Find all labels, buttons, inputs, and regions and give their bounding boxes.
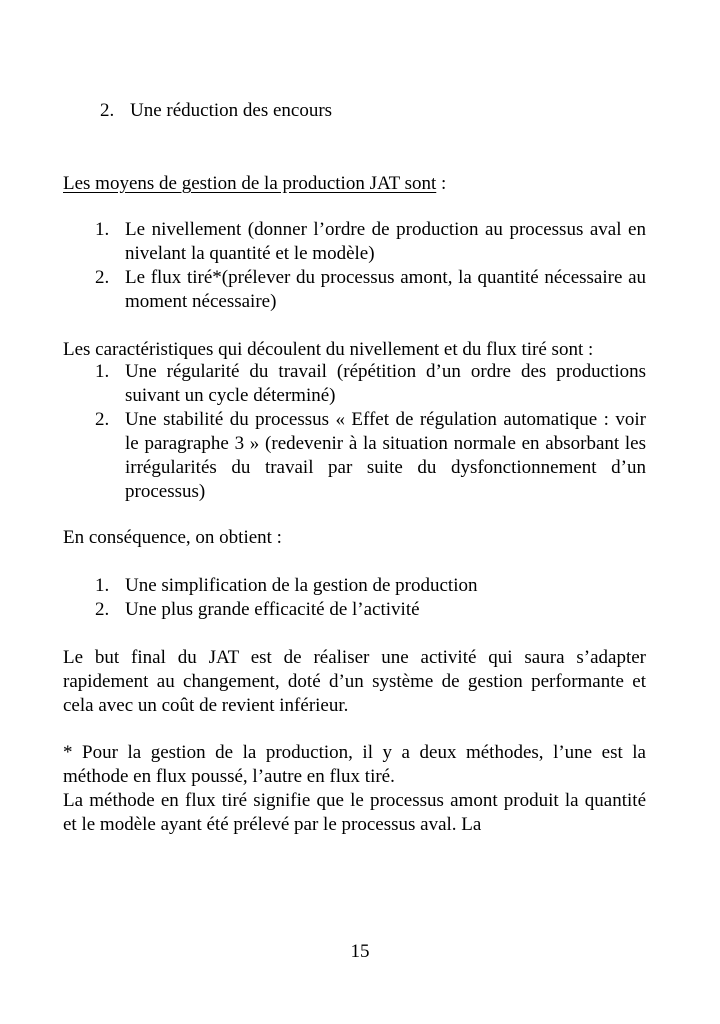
heading-suffix: : (436, 173, 447, 194)
paragraph-caracteristiques: Les caractéristiques qui découlent du nivellement et du flux tiré sont : (63, 339, 594, 360)
list-text: Une réduction des encours (130, 100, 333, 121)
list-item-regularite (95, 360, 646, 408)
list-number: 1. (95, 219, 110, 240)
list-text: Une stabilité du processus « Effet de régulation automatique : voir le paragraphe 3 » (redevenir à la situation normale en absorbant les irrégularités du travail par suite du dysfonctionnement d’un processus) (125, 409, 646, 502)
list-item-reduction-encours (100, 99, 651, 123)
list-text: Le flux tiré*(prélever du processus amont, la quantité nécessaire au moment nécessaire) (125, 267, 646, 312)
paragraph-flux-tire: La méthode en flux tiré signifie que le processus amont produit la quantité et le modèle ayant été prélevé par le processus aval. La (63, 790, 646, 835)
list-number: 2. (95, 599, 110, 620)
footnote-methodes: * Pour la gestion de la production, il y a deux méthodes, l’une est la méthode en flux poussé, l’autre en flux tiré. (63, 742, 646, 787)
list-number: 1. (95, 575, 110, 596)
list-text: Une simplification de la gestion de production (125, 575, 478, 596)
list-number: 2. (95, 267, 110, 288)
page-number: 15 (350, 941, 370, 962)
list-text: Une régularité du travail (répétition d’un ordre des productions suivant un cycle déterminé) (125, 361, 646, 406)
list-number: 2. (95, 409, 110, 430)
list-number: 1. (95, 361, 110, 382)
list-item-nivellement (95, 218, 646, 266)
list-item-stabilite (95, 408, 646, 504)
list-number: 2. (100, 100, 115, 121)
underlined-heading: Les moyens de gestion de la production JAT sont (63, 173, 437, 194)
section-heading-moyens (63, 172, 646, 196)
paragraph-but-final: Le but final du JAT est de réaliser une activité qui saura s’adapter rapidement au changement, doté d’un système de gestion performante et cela avec un coût de revient inférieur. (63, 647, 646, 716)
list-item-simplification (95, 574, 646, 598)
paragraph-consequence: En conséquence, on obtient : (63, 527, 282, 548)
list-text: Une plus grande efficacité de l’activité (125, 599, 420, 620)
list-text: Le nivellement (donner l’ordre de production au processus aval en nivelant la quantité et le modèle) (125, 219, 646, 264)
list-item-efficacite (95, 598, 646, 622)
list-item-flux-tire (95, 266, 646, 314)
